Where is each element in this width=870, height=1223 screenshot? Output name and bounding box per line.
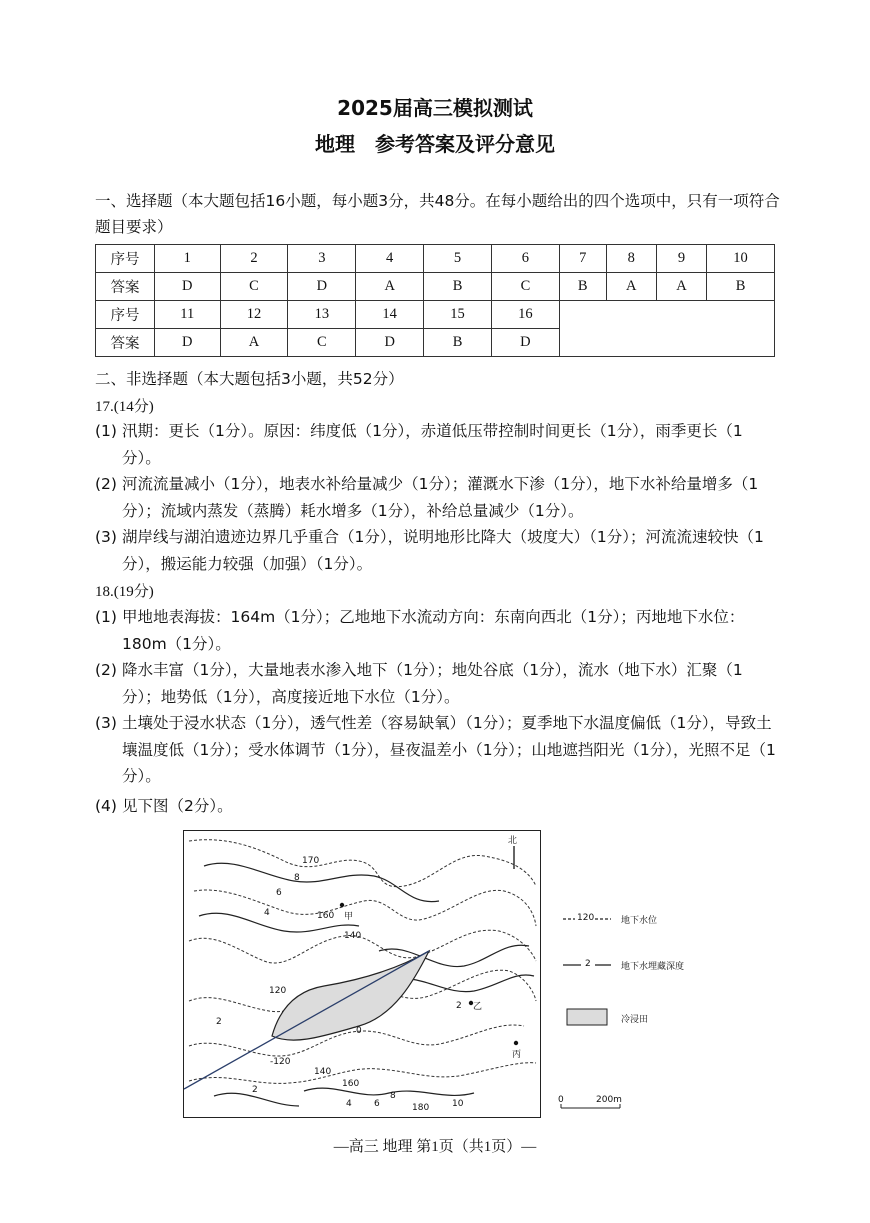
table-cell: D (155, 273, 221, 301)
contour-label: 2 (252, 1085, 258, 1095)
contour-map-graphic (184, 831, 539, 1116)
legend-value: 2 (585, 959, 591, 969)
legend-label: 冷浸田 (621, 1015, 649, 1025)
q18-item-2 (95, 657, 780, 710)
row-label: 答案 (96, 329, 155, 357)
contour-label: 0 (356, 1026, 362, 1036)
table-cell: D (491, 329, 559, 357)
table-cell: 15 (424, 301, 492, 329)
legend-label: 地下水位 (621, 916, 658, 926)
table-cell: D (356, 329, 424, 357)
table-cell: B (707, 273, 775, 301)
empty-cell (559, 301, 774, 357)
table-cell: C (220, 273, 288, 301)
scale-end: 200m (596, 1095, 622, 1105)
table-cell: 12 (220, 301, 288, 329)
table-cell: 9 (656, 245, 706, 273)
row-label: 序号 (96, 245, 155, 273)
contour-label: 4 (346, 1099, 352, 1109)
table-cell: 16 (491, 301, 559, 329)
table-cell: 8 (606, 245, 656, 273)
table-cell: 13 (288, 301, 356, 329)
page-footer: —高三 地理 第1页（共1页）— (333, 1139, 537, 1155)
north-label: 北 (508, 836, 518, 846)
table-cell: 1 (155, 245, 221, 273)
table-cell: C (491, 273, 559, 301)
row-label: 答案 (96, 273, 155, 301)
q18-item-1 (95, 604, 780, 657)
table-cell: B (424, 329, 492, 357)
item-number: (3) (95, 714, 117, 732)
exam-title: 2025届高三模拟测试 (337, 96, 533, 120)
place-marker (340, 903, 344, 907)
q17-item-2 (95, 471, 780, 524)
map-legend (563, 912, 733, 1032)
table-cell: C (288, 329, 356, 357)
q17-item-3 (95, 524, 780, 577)
section2-heading: 二、非选择题（本大题包括3小题，共52分） (95, 370, 404, 388)
item-number: (2) (95, 475, 117, 493)
table-cell: 3 (288, 245, 356, 273)
contour-map (183, 830, 541, 1118)
table-row (96, 301, 775, 329)
contour-label: 6 (374, 1099, 380, 1109)
table-cell: A (656, 273, 706, 301)
item-number: (3) (95, 528, 117, 546)
contour-label: 2 (456, 1001, 462, 1011)
table-cell: 11 (155, 301, 221, 329)
place-label: 丙 (512, 1050, 522, 1060)
contour-label: 8 (294, 873, 300, 883)
table-cell: D (288, 273, 356, 301)
item-text: 甲地地表海拔：164m（1分）；乙地地下水流动方向：东南向西北（1分）；丙地地下水位：180m（1分）。 (122, 608, 745, 653)
table-cell: A (220, 329, 288, 357)
contour-label: -120 (270, 1057, 291, 1067)
legend-value: 120 (577, 913, 595, 923)
legend-label: 地下水埋藏深度 (621, 962, 685, 972)
table-cell: B (559, 273, 606, 301)
place-marker (514, 1041, 518, 1045)
place-label: 甲 (344, 912, 354, 922)
item-text: 土壤处于浸水状态（1分），透气性差（容易缺氧）（1分）；夏季地下水温度偏低（1分），导致土壤温度低（1分）；受水体调节（1分），昼夜温差小（1分）；山地遮挡阳光（1分），光照不足（1分）。 (122, 714, 776, 785)
q18-item-3 (95, 710, 780, 790)
answer-table (95, 244, 775, 357)
contour-label: 160 (317, 911, 335, 921)
contour-label: 170 (302, 856, 320, 866)
item-text: 见下图（2分）。 (122, 797, 233, 815)
table-cell: 4 (356, 245, 424, 273)
contour-label: 160 (342, 1079, 360, 1089)
item-number: (4) (95, 797, 117, 815)
contour-label: 140 (314, 1067, 332, 1077)
table-cell: 2 (220, 245, 288, 273)
item-number: (1) (95, 608, 117, 626)
table-cell: 6 (491, 245, 559, 273)
item-number: (2) (95, 661, 117, 679)
table-cell: 7 (559, 245, 606, 273)
contour-label: 8 (390, 1091, 396, 1101)
exam-subtitle: 地理 参考答案及评分意见 (315, 132, 555, 156)
contour-label: 120 (269, 986, 287, 996)
table-cell: A (356, 273, 424, 301)
contour-label: 140 (344, 931, 362, 941)
contour-label: 4 (264, 908, 270, 918)
table-cell: 5 (424, 245, 492, 273)
groundwater-lines (189, 840, 536, 1084)
table-row (96, 245, 775, 273)
item-number: (1) (95, 422, 117, 440)
item-text: 降水丰富（1分），大量地表水渗入地下（1分）；地处谷底（1分），流水（地下水）汇聚（1分）；地势低（1分），高度接近地下水位（1分）。 (122, 661, 743, 706)
contour-label: 180 (412, 1103, 430, 1113)
row-label: 序号 (96, 301, 155, 329)
q17-heading: 17.(14分) (95, 399, 154, 415)
contour-label: 2 (216, 1017, 222, 1027)
table-cell: D (155, 329, 221, 357)
q18-item-4 (95, 793, 780, 820)
item-text: 汛期：更长（1分）。原因：纬度低（1分），赤道低压带控制时间更长（1分），雨季更长（1分）。 (122, 422, 743, 467)
table-cell: B (424, 273, 492, 301)
q18-heading: 18.(19分) (95, 584, 154, 600)
item-text: 河流流量减小（1分），地表水补给量减少（1分）；灌溉水下渗（1分），地下水补给量增多（1分）；流域内蒸发（蒸腾）耗水增多（1分），补给总量减少（1分）。 (122, 475, 759, 520)
scale-start: 0 (558, 1095, 564, 1105)
table-cell: 14 (356, 301, 424, 329)
table-cell: 10 (707, 245, 775, 273)
contour-label: 10 (452, 1099, 464, 1109)
q17-item-1 (95, 418, 780, 471)
scale-bar (558, 1095, 638, 1117)
item-text: 湖岸线与湖泊遗迹边界几乎重合（1分），说明地形比降大（坡度大）（1分）；河流流速较快（1分），搬运能力较强（加强）（1分）。 (122, 528, 764, 573)
section1-heading: 一、选择题（本大题包括16小题，每小题3分，共48分。在每小题给出的四个选项中，只有一项符合题目要求） (95, 192, 780, 236)
contour-label: 6 (276, 888, 282, 898)
table-row (96, 273, 775, 301)
table-cell: A (606, 273, 656, 301)
place-label: 乙 (473, 1002, 483, 1012)
